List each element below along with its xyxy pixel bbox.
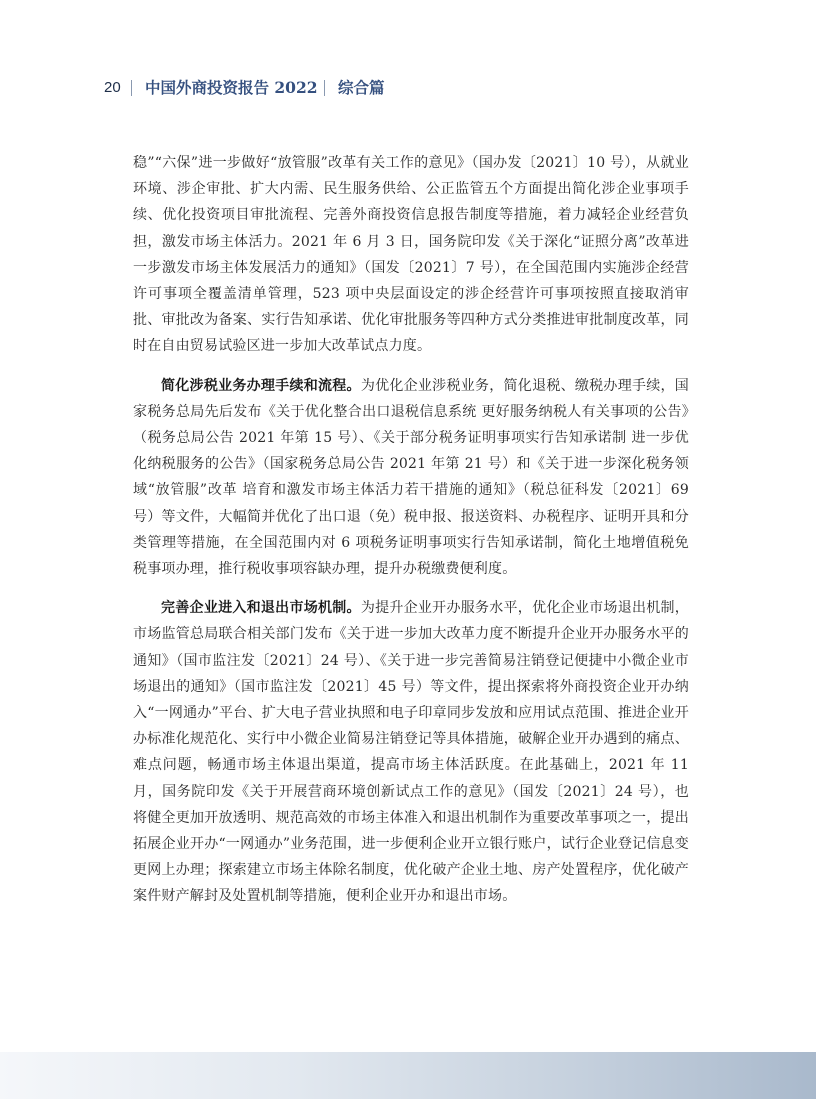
- paragraph-text: 为优化企业涉税业务，简化退税、缴税办理手续，国家税务总局先后发布《关于优化整合出口退税信息系统 更好服务纳税人有关事项的公告》（税务总局公告 2021 年第 15 号）、《关于部分税务证明事项实行告知承诺制 进一步优化纳税服务的公告》（国家税务总局公告 2021 年第 21 号）和《关于进一步深化税务领域“放管服”改革 培育和激发市场主体活力若干措施的通知》（税总征科发〔2021〕69 号）等文件，大幅简并优化了出口退（免）税申报、报送资料、办税程序、证明开具和分类管理等措施，在全国范围内对 6 项税务证明事项实行告知承诺制，简化土地增值税免税事项办理，推行税收事项容缺办理，提升办税缴费便利度。: [133, 377, 689, 578]
- paragraph-tax-simplification: [133, 373, 689, 583]
- paragraph-market-entry-exit: [133, 595, 689, 909]
- footer-gradient-band: [0, 1052, 816, 1099]
- header-divider: [324, 80, 325, 96]
- paragraph-heading: 完善企业进入和退出市场机制。: [161, 600, 361, 617]
- paragraph-continuation: [133, 150, 689, 360]
- paragraph-text: 为提升企业开办服务水平，优化企业市场退出机制，市场监管总局联合相关部门发布《关于进一步加大改革力度不断提升企业开办服务水平的通知》（国市监注发〔2021〕24 号）、《关于进一步完善简易注销登记便捷中小微企业市场退出的通知》（国市监注发〔2021〕45 号）等文件，提出探索将外商投资企业开办纳入“一网通办”平台、扩大电子营业执照和电子印章同步发放和应用试点范围、推进企业开办标准化规范化、实行中小微企业简易注销登记等具体措施，破解企业开办遇到的痛点、难点问题，畅通市场主体退出渠道，提高市场主体活跃度。在此基础上，2021 年 11 月，国务院印发《关于开展营商环境创新试点工作的意见》（国发〔2021〕24 号），也将健全更加开放透明、规范高效的市场主体准入和退出机制作为重要改革事项之一，提出拓展企业开办“一网通办”业务范围，进一步便利企业开立银行账户，试行企业登记信息变更网上办理；探索建立市场主体除名制度，优化破产企业土地、房产处置程序，优化破产案件财产解封及处置机制等措施，便利企业开办和退出市场。: [133, 600, 689, 905]
- paragraph-text: 稳”“六保”进一步做好“放管服”改革有关工作的意见》（国办发〔2021〕10 号），从就业环境、涉企审批、扩大内需、民生服务供给、公正监管五个方面提出简化涉企业事项手续、优化投资项目审批流程、完善外商投资信息报告制度等措施，着力减轻企业经营负担，激发市场主体活力。2021 年 6 月 3 日，国务院印发《关于深化“证照分离”改革进一步激发市场主体发展活力的通知》（国发〔2021〕7 号），在全国范围内实施涉企经营许可事项全覆盖清单管理，523 项中央层面设定的涉企经营许可事项按照直接取消审批、审批改为备案、实行告知承诺、优化审批服务等四种方式分类推进审批制度改革，同时在自由贸易试验区进一步加大改革试点力度。: [133, 155, 689, 355]
- paragraph-heading: 简化涉税业务办理手续和流程。: [161, 377, 361, 394]
- header-divider: [131, 80, 132, 96]
- page-number: 20: [104, 79, 121, 96]
- section-title: 综合篇: [338, 78, 385, 97]
- body-content: [133, 150, 689, 923]
- report-title: 中国外商投资报告 2022: [145, 78, 318, 97]
- page-header: [0, 0, 816, 120]
